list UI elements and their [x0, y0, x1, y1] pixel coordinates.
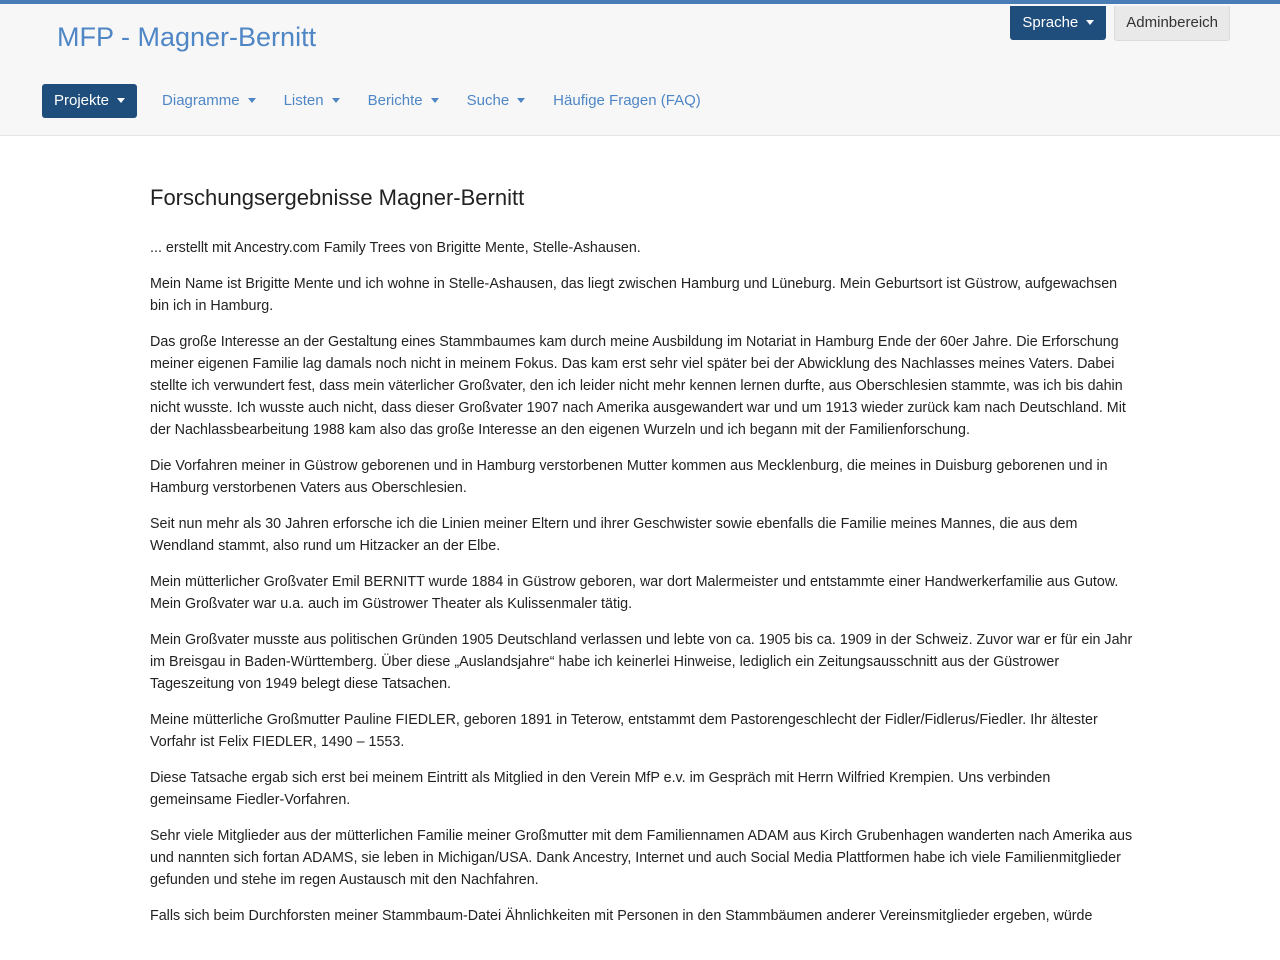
admin-area-button[interactable] — [1114, 6, 1230, 41]
main-navigation — [42, 84, 715, 118]
site-brand-link[interactable]: MFP - Magner-Bernitt — [57, 22, 317, 52]
nav-item-suche[interactable] — [453, 84, 540, 118]
nav-item-label: Projekte — [54, 92, 110, 109]
nav-item-label: Listen — [283, 92, 324, 109]
paragraph: Mein Name ist Brigitte Mente und ich wohne in Stelle-Ashausen, das liegt zwischen Hamburg und Lüneburg. Mein Geburtsort ist Güstrow, aufgewachsen bin ich in Hamburg. — [150, 276, 1118, 314]
paragraph: Seit nun mehr als 30 Jahren erforsche ich die Linien meiner Eltern und ihrer Geschwister sowie ebenfalls die Familie meines Mannes, die aus dem Wendland stammt, also rund um Hitzacker an der Elbe. — [150, 516, 1078, 554]
caret-down-icon — [431, 98, 439, 103]
paragraph: Die Vorfahren meiner in Güstrow geborenen und in Hamburg verstorbenen Mutter kommen aus Mecklenburg, die meines in Duisburg geborenen und in Hamburg verstorbenen Vaters aus Oberschlesien. — [150, 458, 1108, 496]
paragraph: Mein mütterlicher Großvater Emil BERNITT wurde 1884 in Güstrow geboren, war dort Malermeister und entstammte einer Handwerkerfamilie aus Gutow. Mein Großvater war u.a. auch im Güstrower Theater als Kulissenmaler tätig. — [150, 574, 1119, 612]
paragraph: Meine mütterliche Großmutter Pauline FIEDLER, geboren 1891 in Teterow, entstammt dem Pastorengeschlecht der Fidler/Fidlerus/Fiedler. Ihr ältester Vorfahr ist Felix FIEDLER, 1490 – 1553. — [150, 712, 1098, 750]
nav-item-diagramme[interactable] — [148, 84, 270, 118]
paragraph: Sehr viele Mitglieder aus der mütterlichen Familie meiner Großmutter mit dem Familiennamen ADAM aus Kirch Grubenhagen wanderten nach Amerika aus und nannten sich fortan ADAMS, sie leben in Michigan/USA. Dank Ancestry, Internet und auch Social Media Plattformen habe ich viele Familienmitglieder gefunden und stehe im regen Austausch mit den Nachfahren. — [150, 828, 1133, 888]
nav-item-faq[interactable] — [539, 84, 715, 118]
caret-down-icon — [517, 98, 525, 103]
main-content — [150, 168, 1135, 941]
nav-item-label: Suche — [466, 92, 510, 109]
nav-item-listen[interactable] — [270, 84, 354, 118]
paragraph: Mein Großvater musste aus politischen Gründen 1905 Deutschland verlassen und lebte von ca. 1905 bis ca. 1909 in der Schweiz. Zuvor war er für ein Jahr im Breisgau in Baden-Württemberg. Über diese „Auslandsjahre“ habe ich keinerlei Hinweise, lediglich ein Zeitungsausschnitt aus der Güstrower Tageszeitung von 1949 belegt diese Tatsachen. — [150, 632, 1133, 692]
nav-item-label: Berichte — [367, 92, 423, 109]
nav-item-label: Diagramme — [162, 92, 240, 109]
language-dropdown-button[interactable] — [1010, 6, 1106, 40]
paragraph: Falls sich beim Durchforsten meiner Stammbaum-Datei Ähnlichkeiten mit Personen in den Stammbäumen anderer Vereinsmitglieder ergeben, würde — [150, 908, 1093, 924]
nav-item-projekte[interactable] — [42, 84, 137, 118]
paragraph: Das große Interesse an der Gestaltung eines Stammbaumes kam durch meine Ausbildung im Notariat in Hamburg Ende der 60er Jahre. Die Erforschung meiner eigenen Familie lag damals noch nicht in meinem Fokus. Das kam erst sehr viel später bei der Abwicklung des Nachlasses meines Vaters. Dabei stellte ich verwundert fest, dass mein väterlicher Großvater, den ich leider nicht mehr kennen lernen durfte, aus Oberschlesien stammte, was ich bis dahin nicht wusste. Ich wusste auch nicht, dass dieser Großvater 1907 nach Amerika ausgewandert war und um 1913 wieder zurück kam nach Deutschland. Mit der Nachlassbearbeitung 1988 kam also das große Interesse an den eigenen Wurzeln und ich begann mit der Familienforschung. — [150, 334, 1126, 438]
caret-down-icon — [332, 98, 340, 103]
top-right-actions — [1010, 6, 1230, 41]
nav-item-label: Häufige Fragen (FAQ) — [553, 92, 701, 109]
caret-down-icon — [117, 98, 125, 103]
caret-down-icon — [248, 98, 256, 103]
admin-button-label: Adminbereich — [1126, 14, 1218, 31]
paragraph: Diese Tatsache ergab sich erst bei meinem Eintritt als Mitglied in den Verein MfP e.v. im Gespräch mit Herrn Wilfried Krempien. Uns verbinden gemeinsame Fiedler-Vorfahren. — [150, 770, 1051, 808]
caret-down-icon — [1086, 20, 1094, 25]
page-title: Forschungsergebnisse Magner-Bernitt — [150, 185, 525, 210]
paragraph: ... erstellt mit Ancestry.com Family Trees von Brigitte Mente, Stelle-Ashausen. — [150, 240, 641, 256]
nav-item-berichte[interactable] — [354, 84, 453, 118]
language-button-label: Sprache — [1022, 14, 1079, 31]
site-header — [0, 4, 1280, 136]
